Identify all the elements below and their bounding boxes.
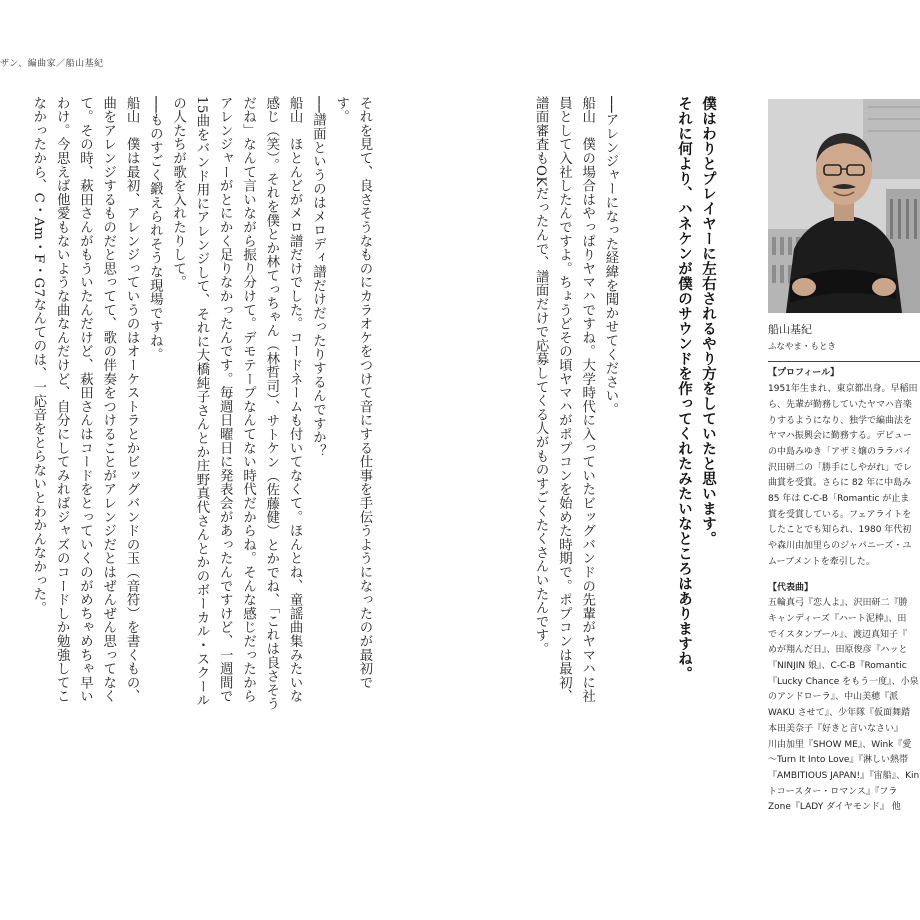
works-line: 本田美奈子『好きと言いなさい』 bbox=[768, 723, 904, 734]
profile-line: や森川由加里らのジャパニーズ・ユ bbox=[768, 541, 912, 552]
works-line: キャンディーズ『ハート泥棒』、田 bbox=[768, 613, 907, 624]
works-line: Zone『LADY ダイヤモンド』 他 bbox=[768, 802, 901, 813]
pull-quote-headline: 僕はわりとプレイヤーに左右されるやり方をしていたと思います。 それに何より、ハネケンが僕のサウンドを作ってくれたみたいなところはありますね。 bbox=[676, 96, 716, 681]
portrait-photo bbox=[768, 99, 920, 313]
profile-kana: ふなやま・もとき bbox=[768, 341, 837, 352]
profile-line: したことでも知られ、1980 年代初 bbox=[768, 525, 912, 536]
profile-line: ムーブメントを牽引した。 bbox=[768, 556, 875, 567]
works-line: トコースター・ロマンス』『フラ bbox=[768, 786, 898, 797]
works-line: 『AMBITIOUS JAPAN!』『宙船』、Kin bbox=[768, 770, 920, 781]
works-text bbox=[768, 596, 920, 816]
works-line: 『Lucky Chance をもう一度』、小泉 bbox=[768, 676, 919, 687]
profile-line: ら、先輩が勤務していたヤマハ音楽 bbox=[768, 399, 912, 410]
profile-divider bbox=[768, 361, 920, 362]
profile-line: 曲賞を受賞。さらに 82 年に中島み bbox=[768, 478, 912, 489]
running-head: ザン、編曲家／船山基紀 bbox=[0, 59, 104, 69]
profile-name: 船山基紀 bbox=[768, 323, 812, 336]
interview-right-column: ──アレンジャーになった経緯を聞かせてください。 船山 僕の場合はやっぱりヤマハですね。大学時代に入っていたビッグバンドの先輩がヤマハに社員として入社したんですよ。ちょうどその頃ヤマハがポプコンを始めた時期で。ポプコンは最初、譜面審査もOKだったんで、譜面だけで応募してくる人がものすごくたくさんいたんです。 bbox=[533, 96, 618, 704]
works-line: 五輪真弓『恋人よ』、沢田研二『勝 bbox=[768, 598, 908, 609]
profile-line: 85 年は C-C-B「Romantic が止ま bbox=[768, 494, 910, 505]
profile-line: の中島みゆき「アザミ嬢のララバイ bbox=[768, 446, 913, 457]
works-heading: 【代表曲】 bbox=[768, 582, 814, 593]
profile-line: りするようになり、独学で編曲法を bbox=[768, 415, 913, 426]
profile-line: 1951年生まれ、東京都出身。早稲田 bbox=[768, 384, 918, 395]
interview-main-column: それを見て、良さそうなものにカラオケをつけて音にする仕事を手伝うようになったのが最初です。 ──譜面というのはメロディ譜だけだったりするんですか？ 船山 ほとんどがメロ譜だけでした。コードネームも付いてなくて。ほんとね、童謡曲集みたいな感じ（笑）。それを僕とか林てっちゃん（林哲司）、サトケン（佐藤健）とかでね、「これは良さそうだね」なんて言いながら振り分けて。デモテープなんてない時代だからね。そんな感じだったからアレンジャーがとにかく足りなかったんです。毎週日曜日に発表会があったんですけど、一週間で15曲をバンド用にアレンジして、それに大橋純子さんとか庄野真代さんとかのボーカル・スクールの人たちが歌を入れたりして。 ──ものすごく鍛えられそうな現場ですね。 船山 僕は最初、アレンジっていうのはオーケストラとかビッグバンドの玉（音符）を書くもの、曲をアレンジするものだと思ってて、歌の伴奏をつけることがアレンジだとはぜんぜん思ってなくて。その時、萩田さんがもういたんだけど、萩田さんはコードをとっていくのがめちゃめちゃ早いわけ。今思えば他愛もないような曲なんだけど、自分にしてみればジャズのコードしか勉強してこなかったから、C・Am・F・G7なんてのは、一応音をとらないとわかんなかった。 bbox=[30, 96, 372, 711]
works-line: でイスタンブール』、渡辺真知子『 bbox=[768, 629, 907, 640]
profile-text bbox=[768, 382, 920, 570]
profile-box bbox=[768, 322, 920, 816]
works-line: WAKU させて』、少年隊『仮面舞踏 bbox=[768, 708, 911, 719]
profile-line: ヤマハ振興会に勤務する。デビュー bbox=[768, 431, 912, 442]
profile-line: 沢田研二の「勝手にしやがれ」でレ bbox=[768, 462, 913, 473]
works-line: 川由加里『SHOW ME』、Wink『愛 bbox=[768, 739, 912, 750]
works-line: 『NINJIN 娘』、C-C-B『Romantic bbox=[768, 661, 907, 672]
profile-line: 賞を受賞している。フェアライトを bbox=[768, 509, 912, 520]
profile-heading: 【プロフィール】 bbox=[768, 368, 840, 379]
works-line: のアンドローラ』、中山美穂『派 bbox=[768, 692, 899, 703]
works-line: ～Turn It Into Love』『淋しい熱帯 bbox=[768, 755, 908, 766]
works-line: めが翔んだ日』、田原俊彦『ハッと bbox=[768, 645, 908, 656]
